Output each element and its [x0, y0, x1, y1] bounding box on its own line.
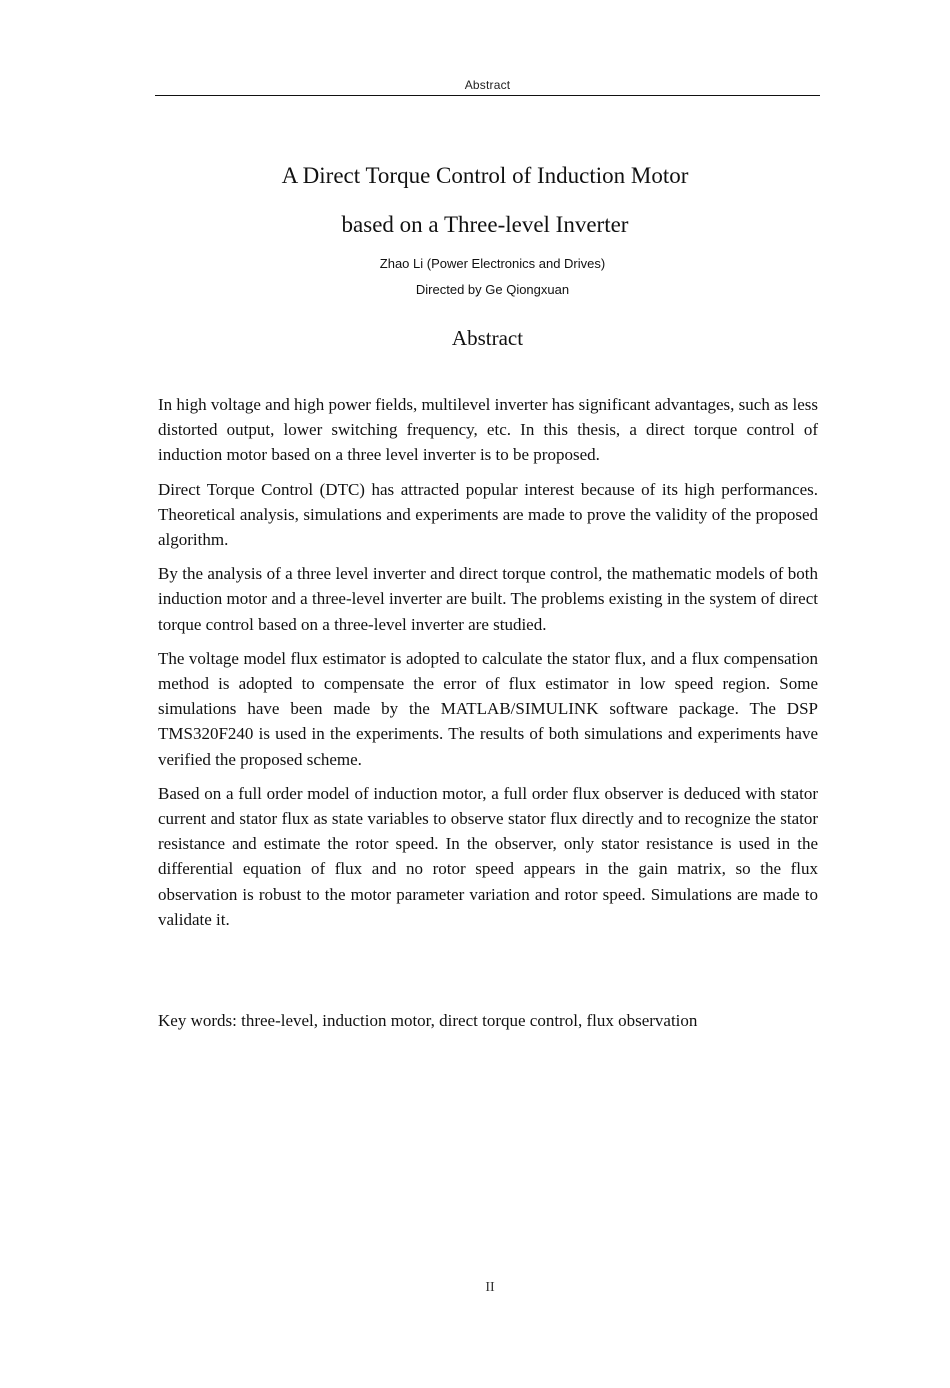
abstract-paragraph-3: By the analysis of a three level inverter and direct torque control, the mathematic models of both induction motor and a three-level inverter are built. The problems existing in the system of direct torque control based on a three-level inverter are studied.: [158, 564, 818, 634]
abstract-paragraph-4: The voltage model flux estimator is adopted to calculate the stator flux, and a flux compensation method is adopted to compensate the error of flux estimator in low speed region. Some simulations have been made by the MATLAB/SIMULINK software package. The DSP TMS320F240 is used in the experiments. The results of both simulations and experiments have verified the proposed scheme.: [158, 648, 818, 769]
abstract-paragraph-5: Based on a full order model of induction motor, a full order flux observer is deduced with stator current and stator flux as state variables to observe stator flux directly and to recognize the stator resistance and estimate the rotor speed. In the observer, only stator resistance is used in the differential equation of flux and no rotor speed appears in the gain matrix, so the flux observation is robust to the motor parameter variation and rotor speed. Simulations are made to validate it.: [158, 783, 818, 929]
section-heading: Abstract: [451, 326, 524, 350]
abstract-paragraph-1: In high voltage and high power fields, multilevel inverter has significant advantages, such as less distorted output, lower switching frequency, etc. In this thesis, a direct torque control of induction motor based on a three level inverter is to be proposed.: [158, 395, 818, 465]
page-number: II: [485, 1280, 495, 1295]
keywords-line: Key words: three-level, induction motor, direct torque control, flux observation: [158, 1011, 698, 1030]
abstract-body: [158, 392, 818, 941]
running-header: Abstract: [464, 78, 511, 92]
header-rule: [155, 95, 820, 96]
author-line: Zhao Li (Power Electronics and Drives): [379, 256, 606, 271]
thesis-title-line-2: based on a Three-level Inverter: [341, 212, 629, 237]
thesis-title-line-1: A Direct Torque Control of Induction Motor: [281, 163, 689, 188]
abstract-paragraph-2: Direct Torque Control (DTC) has attracted popular interest because of its high performances. Theoretical analysis, simulations and experiments are made to prove the validity of the proposed algorithm.: [158, 479, 818, 550]
advisor-line: Directed by Ge Qiongxuan: [415, 282, 570, 297]
